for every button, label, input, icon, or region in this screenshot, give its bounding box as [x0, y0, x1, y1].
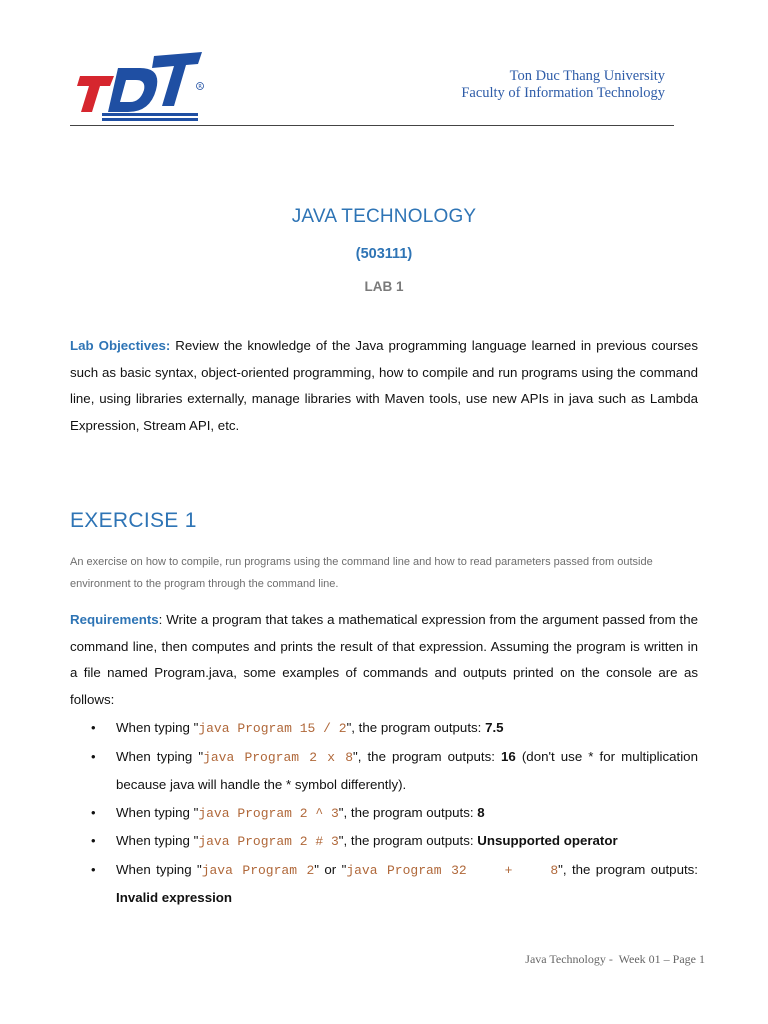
bullet-icon: •: [91, 748, 96, 764]
list-item: • When typing "java Program 2" or "java Program 32 + 8", the program outputs: Invalid expression: [70, 856, 698, 912]
lab-objectives: [70, 333, 698, 440]
objectives-text: Review the knowledge of the Java programming language learned in previous courses such as basic syntax, object-oriented programming, how to compile and run programs using the command line, using libraries externally, manage libraries with Maven tools, use new APIs in java such as Lambda Expression, Stream API, etc.: [70, 338, 698, 434]
list-item: • When typing "java Program 2 x 8", the program outputs: 16 (don't use * for multiplication because java will handle the * symbol differently).: [70, 743, 698, 799]
document-title: JAVA TECHNOLOGY: [291, 206, 477, 227]
exercise-heading: EXERCISE 1: [70, 509, 197, 532]
command-example: java Program 2: [201, 862, 315, 878]
svg-text:R: R: [198, 84, 202, 90]
program-output: 8: [477, 804, 485, 820]
requirements: [70, 607, 698, 714]
program-output: Invalid expression: [116, 890, 233, 905]
faculty-name: Faculty of Information Technology: [461, 85, 665, 101]
list-item: • When typing "java Program 2 ^ 3", the program outputs: 8: [70, 799, 698, 828]
list-item: • When typing "java Program 2 # 3", the program outputs: Unsupported operator: [70, 827, 698, 856]
list-item: • When typing "java Program 15 / 2", the program outputs: 7.5: [70, 714, 698, 743]
bullet-icon: •: [91, 861, 96, 877]
requirements-text: : Write a program that takes a mathematical expression from the argument passed from the command line, then computes and prints the result of that expression. Assuming the program is written in a file named Program.java, some examples of commands and outputs printed on the console are as follows:: [70, 612, 698, 708]
bullet-icon: •: [91, 804, 96, 820]
page-footer: Java Technology - Week 01 – Page 1: [525, 952, 705, 966]
header-divider: [70, 125, 674, 126]
command-example: java Program 2 ^ 3: [198, 805, 339, 821]
command-example-2: java Program 32 + 8: [346, 862, 559, 878]
command-example: java Program 2 # 3: [198, 834, 339, 849]
bullet-icon: •: [91, 720, 96, 735]
program-output: 7.5: [485, 720, 504, 735]
objectives-label: Lab Objectives:: [70, 338, 171, 353]
exercise-intro: An exercise on how to compile, run programs using the command line and how to read parameters passed from outside environment to the program through the command line.: [70, 556, 653, 590]
bullet-icon: •: [91, 833, 96, 848]
lab-number: LAB 1: [364, 279, 404, 294]
requirements-label: Requirements: [70, 612, 159, 627]
university-logo: [74, 50, 206, 124]
command-example: java Program 2 x 8: [203, 749, 353, 765]
course-code: (503111): [355, 246, 413, 262]
examples-list: [70, 714, 698, 912]
command-example: java Program 15 / 2: [198, 721, 347, 736]
program-output: Unsupported operator: [477, 833, 618, 848]
program-output: 16: [501, 748, 516, 764]
university-name: Ton Duc Thang University: [509, 68, 665, 84]
